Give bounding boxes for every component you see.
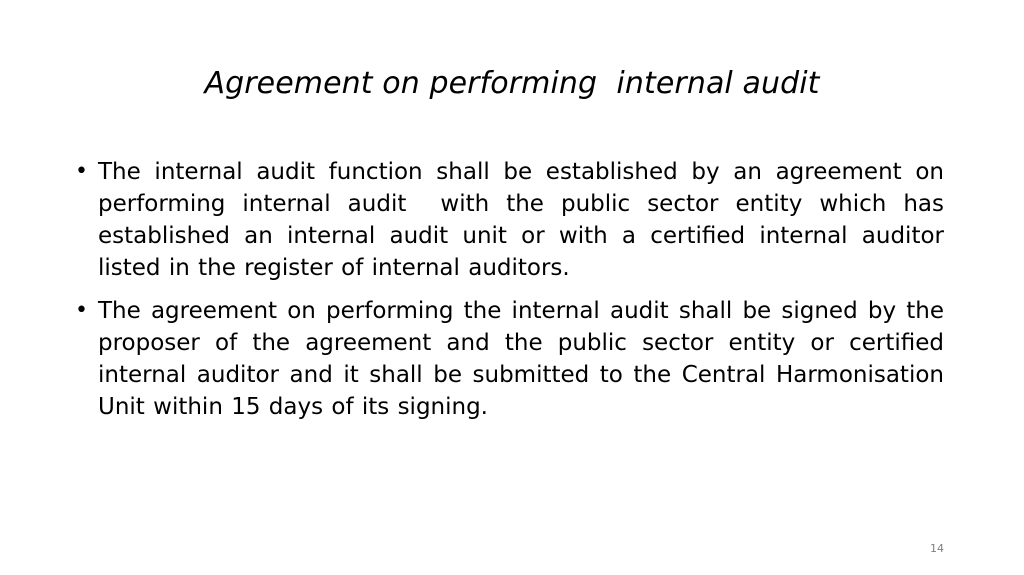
bullet-item bbox=[74, 295, 953, 423]
page-number: 14 bbox=[930, 542, 944, 555]
bullet-item bbox=[74, 156, 953, 284]
bullet-icon: • bbox=[75, 159, 88, 184]
bullet-text: The agreement on performing the internal audit shall be signed by the proposer of the agreement and the public sector entity or certified internal auditor and it shall be submitted to the Central Harmonisation Unit within 15 days of its signing. bbox=[98, 298, 953, 420]
bullet-list bbox=[74, 156, 953, 434]
bullet-text: The internal audit function shall be established by an agreement on performing internal audit with the public sector entity which has established an internal audit unit or with a certified internal auditor listed in the register of internal auditors. bbox=[98, 159, 953, 281]
slide-title: Agreement on performing internal audit bbox=[204, 66, 820, 101]
bullet-icon: • bbox=[75, 298, 88, 323]
